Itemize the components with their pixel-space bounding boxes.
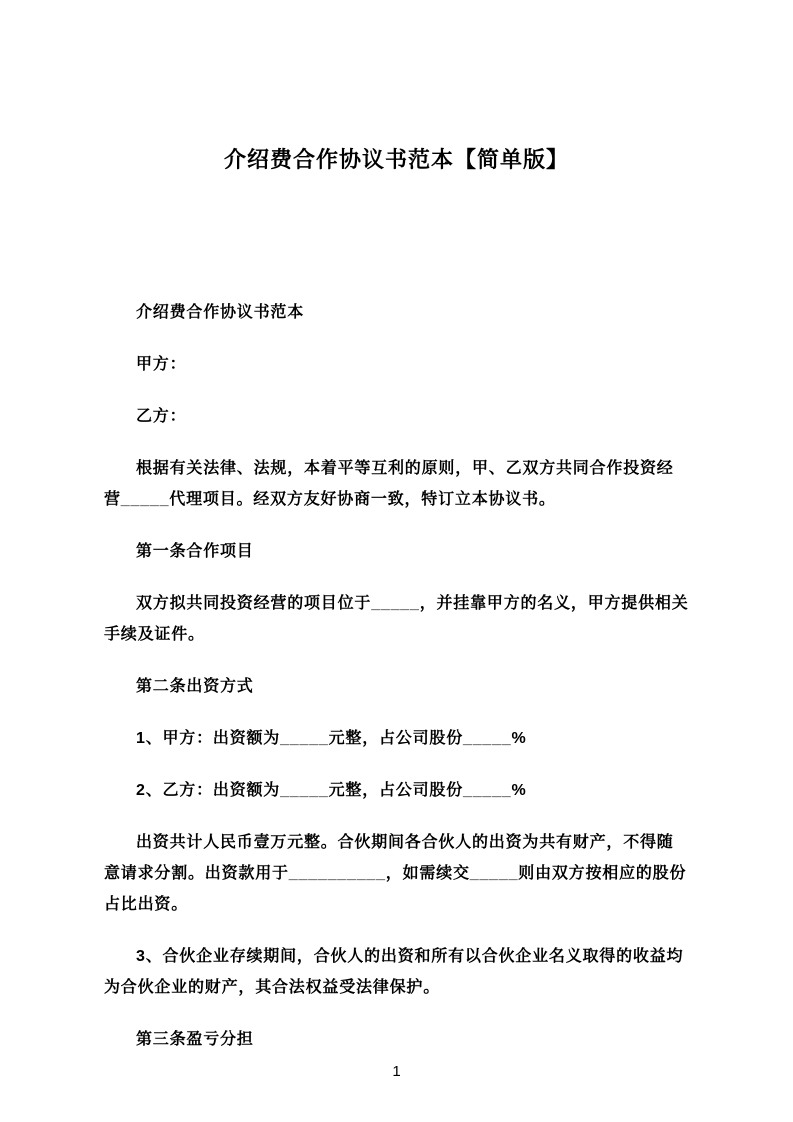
document-body <box>104 297 689 1055</box>
paragraph: 2、乙方：出资额为_____元整，占公司股份_____% <box>136 782 527 799</box>
paragraph: 3、合伙企业存续期间，合伙人的出资和所有以合伙企业名义取得的收益均为合伙企业的财产，其合法权益受法律保护。 <box>104 948 684 996</box>
document-title: 介绍费合作协议书范本【简单版】 <box>223 147 569 172</box>
page-number: 1 <box>392 1063 401 1080</box>
paragraph: 甲方： <box>136 356 187 373</box>
paragraph: 出资共计人民币壹万元整。合伙期间各合伙人的出资为共有财产，不得随意请求分割。出资款用于__________，如需续交_____则由双方按相应的股份占比出资。 <box>104 834 687 913</box>
paragraph: 第三条盈亏分担 <box>136 1031 254 1048</box>
paragraph: 第一条合作项目 <box>136 543 254 560</box>
paragraph: 1、甲方：出资额为_____元整，占公司股份_____% <box>136 730 527 747</box>
paragraph: 介绍费合作协议书范本 <box>136 304 305 321</box>
paragraph: 根据有关法律、法规，本着平等互利的原则，甲、乙双方共同合作投资经营_____代理项目。经双方友好协商一致，特订立本协议书。 <box>104 460 674 508</box>
paragraph: 乙方： <box>136 408 187 425</box>
paragraph: 第二条出资方式 <box>136 678 254 695</box>
paragraph: 双方拟共同投资经营的项目位于_____，并挂靠甲方的名义，甲方提供相关手续及证件。 <box>104 595 689 643</box>
